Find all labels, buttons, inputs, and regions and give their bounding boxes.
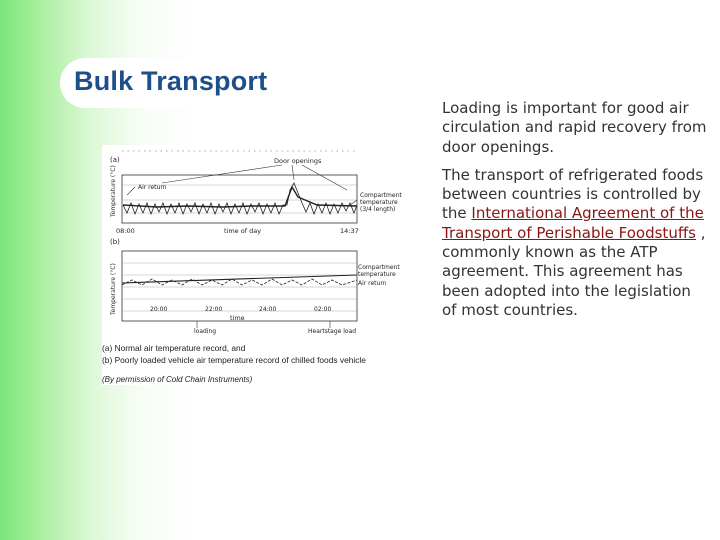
atp-agreement-link[interactable]: International Agreement of the Transport of Perishable Foodstuffs xyxy=(442,204,704,242)
caption-b: (b) Poorly loaded vehicle air temperature record of chilled foods vehicle xyxy=(102,355,366,365)
caption-a: (a) Normal air temperature record, and xyxy=(102,343,246,353)
figure-credit: (By permission of Cold Chain Instruments) xyxy=(102,375,253,384)
air-return-b-label: Air return xyxy=(358,280,387,287)
time-of-day-label: time of day xyxy=(224,227,262,235)
loading-label: loading xyxy=(194,328,217,335)
slide-title: Bulk Transport xyxy=(74,66,268,96)
tick-b-0: 20:00 xyxy=(150,306,168,313)
panel-a-frame xyxy=(122,175,357,223)
air-return-label: Air return xyxy=(138,184,167,191)
paragraph-atp-intro: The transport of refrigerated foods between countries is controlled by the xyxy=(442,165,704,223)
tick-b-3: 02:00 xyxy=(314,306,332,313)
tick-b-2: 24:00 xyxy=(259,306,277,313)
end-time-a: 14:37 xyxy=(340,227,359,235)
paragraph-atp xyxy=(442,166,710,320)
start-time-a: 08:00 xyxy=(116,227,135,235)
panel-b-label: (b) xyxy=(110,238,120,246)
compartment-temp-a-label: Compartment temperature (3/4 length) xyxy=(360,192,402,213)
compartment-temp-b-label: Compartment temperature xyxy=(358,264,400,278)
panel-a-ylabel: Temperature (°C) xyxy=(110,165,117,217)
time-label: time xyxy=(230,314,245,322)
tick-b-1: 22:00 xyxy=(205,306,223,313)
panel-b-ylabel: Temperature (°C) xyxy=(110,263,117,315)
paragraph-atp-rest: , commonly known as the ATP agreement. This agreement has been adopted into the legislation of most countries. xyxy=(442,223,706,319)
body-text xyxy=(442,99,710,329)
heartstage-load-label: Heartstage load xyxy=(308,328,357,335)
door-openings-label: Door openings xyxy=(274,157,322,165)
temperature-record-figure xyxy=(102,145,422,385)
panel-a-label: (a) xyxy=(110,156,120,164)
paragraph-loading: Loading is important for good air circulation and rapid recovery from door openings. xyxy=(442,99,707,156)
